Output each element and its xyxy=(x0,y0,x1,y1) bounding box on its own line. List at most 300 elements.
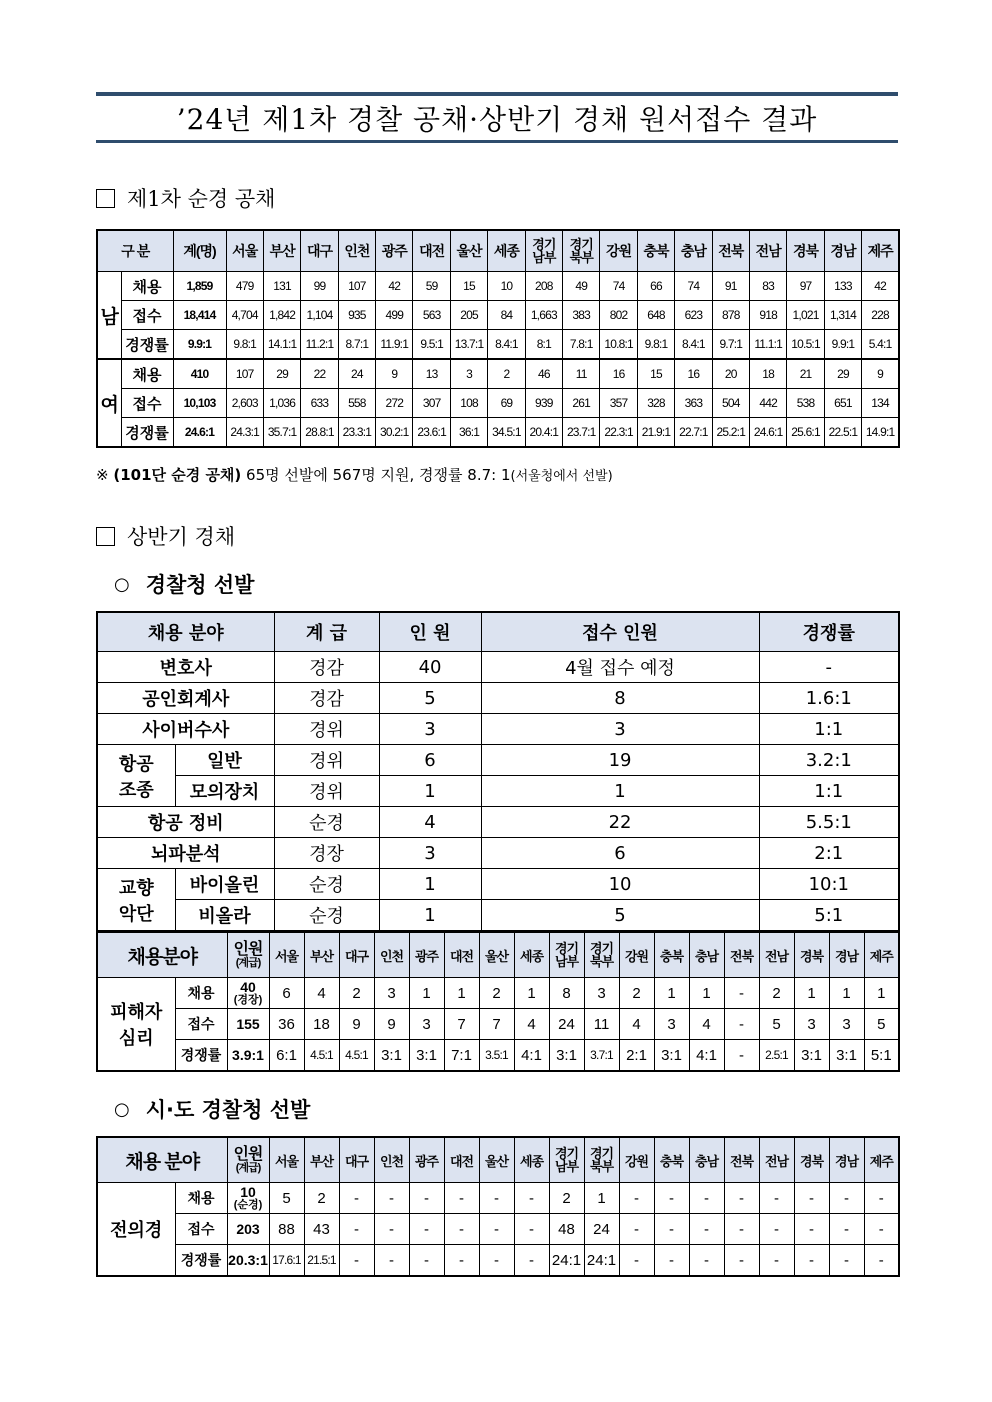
value-cell: 3:1 xyxy=(654,1040,689,1072)
value-cell: 11 xyxy=(563,359,600,389)
value-cell: 24 xyxy=(549,1009,584,1040)
count-cell: 3 xyxy=(379,838,481,869)
value-cell: 7 xyxy=(479,1009,514,1040)
header-3: 접수 인원 xyxy=(481,612,759,652)
value-cell: - xyxy=(619,1214,654,1245)
count-cell: 1 xyxy=(379,869,481,900)
header-region: 경북 xyxy=(794,1137,829,1183)
applied-cell: 10 xyxy=(481,869,759,900)
value-cell: 3 xyxy=(829,1009,864,1040)
applied-cell: 4월 접수 예정 xyxy=(481,652,759,683)
value-cell: 357 xyxy=(600,389,637,418)
value-cell: 3:1 xyxy=(794,1040,829,1072)
value-cell: 3 xyxy=(654,1009,689,1040)
value-cell: - xyxy=(724,1009,759,1040)
value-cell: 3.5:1 xyxy=(479,1040,514,1072)
value-cell: 2 xyxy=(549,1183,584,1214)
header-region: 울산 xyxy=(479,1137,514,1183)
rank-cell: 순경 xyxy=(274,869,379,900)
value-cell: 2,603 xyxy=(226,389,263,418)
value-cell: 15 xyxy=(637,359,674,389)
row-total xyxy=(227,978,269,1009)
value-cell: 29 xyxy=(824,359,861,389)
row-total: 410 xyxy=(173,359,226,389)
value-cell: 9 xyxy=(862,359,899,389)
value-cell: 499 xyxy=(376,301,413,330)
value-cell: 4 xyxy=(619,1009,654,1040)
value-cell: 558 xyxy=(338,389,375,418)
value-cell: 13 xyxy=(413,359,450,389)
header-region: 충남 xyxy=(675,230,712,272)
value-cell: 84 xyxy=(488,301,525,330)
row-total: 20.3:1 xyxy=(227,1245,269,1277)
applied-cell: 5 xyxy=(481,900,759,932)
value-cell: 8.4:1 xyxy=(488,330,525,360)
value-cell: 29 xyxy=(263,359,300,389)
value-cell: 91 xyxy=(712,272,749,301)
table-row xyxy=(97,1009,899,1040)
value-cell: 1 xyxy=(514,978,549,1009)
value-cell: 5:1 xyxy=(864,1040,899,1072)
value-cell: 108 xyxy=(450,389,487,418)
value-cell: 107 xyxy=(338,272,375,301)
sub2-heading xyxy=(96,1094,898,1124)
header-region: 광주 xyxy=(409,1137,444,1183)
field-label: 항공 정비 xyxy=(97,807,274,838)
value-cell: 14.9:1 xyxy=(862,418,899,448)
row-label: 접수 xyxy=(175,1214,227,1245)
ratio-cell: 5.5:1 xyxy=(759,807,899,838)
header-region: 경남 xyxy=(829,933,864,978)
header-0: 채용 분야 xyxy=(97,612,274,652)
value-cell: 107 xyxy=(226,359,263,389)
header-region: 전남 xyxy=(759,933,794,978)
value-cell: - xyxy=(829,1183,864,1214)
table-row xyxy=(97,330,899,360)
table-national-selection xyxy=(96,611,900,932)
header-region: 충북 xyxy=(654,1137,689,1183)
value-cell: 1,021 xyxy=(787,301,824,330)
value-cell: 35.7:1 xyxy=(263,418,300,448)
value-cell: 36 xyxy=(269,1009,304,1040)
value-cell: 28.8:1 xyxy=(301,418,338,448)
header-region: 강원 xyxy=(619,1137,654,1183)
table-row xyxy=(97,359,899,389)
value-cell: 918 xyxy=(749,301,786,330)
value-cell: 22.7:1 xyxy=(675,418,712,448)
row-total: 10,103 xyxy=(173,389,226,418)
value-cell: 1 xyxy=(689,978,724,1009)
header-gubun: 구 분 xyxy=(97,230,173,272)
value-cell: 2 xyxy=(619,978,654,1009)
header-region: 전북 xyxy=(724,1137,759,1183)
value-cell: 9.8:1 xyxy=(637,330,674,360)
header-region: 세종 xyxy=(514,933,549,978)
group-label: 여 xyxy=(97,359,121,447)
value-cell: 205 xyxy=(450,301,487,330)
value-cell: 4 xyxy=(514,1009,549,1040)
value-cell: 22.3:1 xyxy=(600,418,637,448)
applied-cell: 3 xyxy=(481,714,759,745)
value-cell: 131 xyxy=(263,272,300,301)
field-label: 뇌파분석 xyxy=(97,838,274,869)
header-region: 광주 xyxy=(376,230,413,272)
table-header-row xyxy=(97,230,899,272)
table-row xyxy=(97,776,899,807)
group-label: 남 xyxy=(97,272,121,360)
row-total: 18,414 xyxy=(173,301,226,330)
value-cell: - xyxy=(514,1214,549,1245)
ratio-cell: 2:1 xyxy=(759,838,899,869)
header-region: 대전 xyxy=(413,230,450,272)
row-total: 3.9:1 xyxy=(227,1040,269,1072)
value-cell: 24:1 xyxy=(584,1245,619,1277)
group-label-line1: 항공 xyxy=(118,753,154,775)
applied-cell: 22 xyxy=(481,807,759,838)
value-cell: 10.8:1 xyxy=(600,330,637,360)
group-label-line1: 피해자 xyxy=(110,1002,163,1022)
value-cell: 1,314 xyxy=(824,301,861,330)
value-cell: 8.4:1 xyxy=(675,330,712,360)
group-label-line1: 교향 xyxy=(118,877,154,899)
note-text: 65명 선발에 567명 지원, 경쟁률 8.7: 1 xyxy=(241,466,511,484)
value-cell: 42 xyxy=(376,272,413,301)
value-cell: 8:1 xyxy=(525,330,562,360)
value-cell: 1,842 xyxy=(263,301,300,330)
value-cell: - xyxy=(759,1245,794,1277)
rank-cell: 경위 xyxy=(274,776,379,807)
header-region: 충남 xyxy=(689,933,724,978)
value-cell: 802 xyxy=(600,301,637,330)
value-cell: - xyxy=(479,1245,514,1277)
row-label: 접수 xyxy=(121,301,173,330)
value-cell: - xyxy=(724,978,759,1009)
value-cell: 74 xyxy=(675,272,712,301)
header-4: 경쟁률 xyxy=(759,612,899,652)
field-label: 사이버수사 xyxy=(97,714,274,745)
row-total: 155 xyxy=(227,1009,269,1040)
value-cell: 16 xyxy=(600,359,637,389)
value-cell: 7:1 xyxy=(444,1040,479,1072)
group-label xyxy=(97,978,175,1072)
value-cell: 6:1 xyxy=(269,1040,304,1072)
table-victim-psychology xyxy=(96,932,900,1072)
row-label: 경쟁률 xyxy=(121,330,173,360)
table-row xyxy=(97,714,899,745)
value-cell: 9 xyxy=(376,359,413,389)
value-cell: 11.1:1 xyxy=(749,330,786,360)
value-cell: 1 xyxy=(829,978,864,1009)
ratio-cell: 1.6:1 xyxy=(759,683,899,714)
value-cell: 9 xyxy=(374,1009,409,1040)
value-cell: - xyxy=(864,1245,899,1277)
table-row xyxy=(97,683,899,714)
header-count-main: 인원 xyxy=(233,1146,263,1163)
field-label: 바이올린 xyxy=(175,869,274,900)
value-cell: 2 xyxy=(488,359,525,389)
row-label: 채용 xyxy=(175,978,227,1009)
square-bullet-icon xyxy=(96,189,115,208)
value-cell: 11.9:1 xyxy=(376,330,413,360)
value-cell: - xyxy=(759,1214,794,1245)
row-total xyxy=(227,1183,269,1214)
value-cell: - xyxy=(724,1214,759,1245)
value-cell: 3:1 xyxy=(829,1040,864,1072)
header-region: 서울 xyxy=(269,933,304,978)
note-small: (서울청에서 선발) xyxy=(510,469,613,484)
value-cell: - xyxy=(409,1183,444,1214)
row-total: 24.6:1 xyxy=(173,418,226,448)
table-row xyxy=(97,869,899,900)
header-region: 대구 xyxy=(301,230,338,272)
value-cell: 4.5:1 xyxy=(304,1040,339,1072)
header-count-sub: (계급) xyxy=(235,1162,261,1174)
table-row xyxy=(97,745,899,776)
value-cell: 208 xyxy=(525,272,562,301)
value-cell: 2 xyxy=(759,978,794,1009)
note-line xyxy=(96,464,898,485)
value-cell: 3:1 xyxy=(409,1040,444,1072)
value-cell: 1,036 xyxy=(263,389,300,418)
value-cell: 1 xyxy=(444,978,479,1009)
section2-heading-text: 상반기 경채 xyxy=(127,525,236,549)
value-cell: - xyxy=(794,1183,829,1214)
row-label: 경쟁률 xyxy=(175,1040,227,1072)
header-count-sub: (계급) xyxy=(235,957,261,969)
value-cell: - xyxy=(794,1245,829,1277)
note-mark: ※ xyxy=(96,466,109,484)
group-label-line2: 조종 xyxy=(118,779,154,801)
value-cell: 228 xyxy=(862,301,899,330)
region-header-top: 경기 xyxy=(589,941,614,956)
count-cell: 40 xyxy=(379,652,481,683)
group-label xyxy=(97,869,175,932)
value-cell: 15 xyxy=(450,272,487,301)
header-region: 인천 xyxy=(374,933,409,978)
value-cell: 30.2:1 xyxy=(376,418,413,448)
value-cell: 1 xyxy=(584,1183,619,1214)
header-region: 울산 xyxy=(450,230,487,272)
value-cell: - xyxy=(374,1214,409,1245)
value-cell: 1 xyxy=(409,978,444,1009)
value-cell: 939 xyxy=(525,389,562,418)
value-cell: 24:1 xyxy=(549,1245,584,1277)
header-region: 전남 xyxy=(749,230,786,272)
section2-heading xyxy=(96,521,898,551)
table-row xyxy=(97,900,899,932)
table-row xyxy=(97,1040,899,1072)
table-row xyxy=(97,1245,899,1277)
value-cell: 504 xyxy=(712,389,749,418)
value-cell: - xyxy=(409,1245,444,1277)
value-cell: 261 xyxy=(563,389,600,418)
table-row xyxy=(97,389,899,418)
value-cell: 48 xyxy=(549,1214,584,1245)
value-cell: 17.6:1 xyxy=(269,1245,304,1277)
header-2: 인 원 xyxy=(379,612,481,652)
header-total: 계(명) xyxy=(173,230,226,272)
table-police-recruitment xyxy=(96,229,900,448)
value-cell: 74 xyxy=(600,272,637,301)
table-row xyxy=(97,301,899,330)
rank-cell: 순경 xyxy=(274,900,379,932)
value-cell: 24.6:1 xyxy=(749,418,786,448)
header-region: 충북 xyxy=(637,230,674,272)
group-label-line1: 전의경 xyxy=(110,1220,163,1240)
title-box xyxy=(96,92,898,143)
value-cell: 4.5:1 xyxy=(339,1040,374,1072)
field-label: 일반 xyxy=(175,745,274,776)
count-cell: 6 xyxy=(379,745,481,776)
row-label: 경쟁률 xyxy=(121,418,173,448)
row-total: 1,859 xyxy=(173,272,226,301)
applied-cell: 19 xyxy=(481,745,759,776)
header-region: 부산 xyxy=(304,933,339,978)
rank-cell: 경감 xyxy=(274,652,379,683)
value-cell: 563 xyxy=(413,301,450,330)
value-cell: - xyxy=(339,1214,374,1245)
count-cell: 4 xyxy=(379,807,481,838)
value-cell: 1 xyxy=(794,978,829,1009)
group-label xyxy=(97,1183,175,1277)
value-cell: 133 xyxy=(824,272,861,301)
value-cell: 43 xyxy=(304,1214,339,1245)
section1-heading xyxy=(96,183,898,213)
header-region: 세종 xyxy=(514,1137,549,1183)
value-cell: - xyxy=(689,1214,724,1245)
value-cell: 9 xyxy=(339,1009,374,1040)
value-cell: 479 xyxy=(226,272,263,301)
value-cell: 7 xyxy=(444,1009,479,1040)
section1-heading-text: 제1차 순경 공채 xyxy=(127,187,276,211)
value-cell: 18 xyxy=(304,1009,339,1040)
value-cell: 134 xyxy=(862,389,899,418)
ratio-cell: 3.2:1 xyxy=(759,745,899,776)
value-cell: - xyxy=(514,1183,549,1214)
table-header-row xyxy=(97,1137,899,1183)
header-region xyxy=(584,1137,619,1183)
value-cell: - xyxy=(444,1214,479,1245)
region-header-bottom: 북부 xyxy=(589,1159,614,1174)
value-cell: 2:1 xyxy=(619,1040,654,1072)
region-header-top: 경기 xyxy=(569,237,593,252)
value-cell: 633 xyxy=(301,389,338,418)
header-region: 대전 xyxy=(444,1137,479,1183)
count-cell: 1 xyxy=(379,900,481,932)
value-cell: - xyxy=(689,1245,724,1277)
value-cell: 21.9:1 xyxy=(637,418,674,448)
value-cell: 3 xyxy=(794,1009,829,1040)
group-label xyxy=(97,745,175,807)
value-cell: 97 xyxy=(787,272,824,301)
value-cell: 8 xyxy=(549,978,584,1009)
header-region xyxy=(584,933,619,978)
count-cell: 1 xyxy=(379,776,481,807)
value-cell: 2.5:1 xyxy=(759,1040,794,1072)
header-region: 강원 xyxy=(619,933,654,978)
sub1-heading-text: 경찰청 선발 xyxy=(145,573,255,597)
value-cell: 3 xyxy=(374,978,409,1009)
region-header-top: 경기 xyxy=(554,941,579,956)
value-cell: 538 xyxy=(787,389,824,418)
value-cell: 3.7:1 xyxy=(584,1040,619,1072)
value-cell: 25.6:1 xyxy=(787,418,824,448)
value-cell: 4 xyxy=(689,1009,724,1040)
sub1-heading xyxy=(96,569,898,599)
value-cell: 878 xyxy=(712,301,749,330)
row-label: 경쟁률 xyxy=(175,1245,227,1277)
value-cell: 383 xyxy=(563,301,600,330)
header-region: 경남 xyxy=(824,230,861,272)
header-count-main: 인원 xyxy=(233,941,263,958)
rank-cell: 경위 xyxy=(274,714,379,745)
header-region: 경북 xyxy=(794,933,829,978)
header-region: 인천 xyxy=(338,230,375,272)
value-cell: - xyxy=(339,1183,374,1214)
row-label: 접수 xyxy=(175,1009,227,1040)
field-label: 비올라 xyxy=(175,900,274,932)
row-label: 채용 xyxy=(121,272,173,301)
value-cell: - xyxy=(829,1214,864,1245)
value-cell: 59 xyxy=(413,272,450,301)
row-label: 채용 xyxy=(175,1183,227,1214)
value-cell: - xyxy=(829,1245,864,1277)
header-region: 전남 xyxy=(759,1137,794,1183)
value-cell: 20 xyxy=(712,359,749,389)
value-cell: 2 xyxy=(479,978,514,1009)
header-region: 강원 xyxy=(600,230,637,272)
value-cell: 99 xyxy=(301,272,338,301)
value-cell: 16 xyxy=(675,359,712,389)
value-cell: 21.5:1 xyxy=(304,1245,339,1277)
circle-bullet-icon: ○ xyxy=(114,1098,130,1120)
header-region: 부산 xyxy=(263,230,300,272)
value-cell: - xyxy=(864,1183,899,1214)
document-title: ’24년 제1차 경찰 공채·상반기 경채 원서접수 결과 xyxy=(176,103,818,136)
square-bullet-icon xyxy=(96,527,115,546)
field-label: 변호사 xyxy=(97,652,274,683)
row-total-main: 40 xyxy=(240,979,256,995)
header-region: 제주 xyxy=(864,1137,899,1183)
header-region: 인천 xyxy=(374,1137,409,1183)
value-cell: 23.6:1 xyxy=(413,418,450,448)
table-header-row xyxy=(97,933,899,978)
value-cell: - xyxy=(409,1214,444,1245)
header-region: 대전 xyxy=(444,933,479,978)
value-cell: 1 xyxy=(864,978,899,1009)
value-cell: 307 xyxy=(413,389,450,418)
value-cell: 2 xyxy=(304,1183,339,1214)
header-region: 대구 xyxy=(339,1137,374,1183)
value-cell: - xyxy=(479,1214,514,1245)
value-cell: 9.7:1 xyxy=(712,330,749,360)
row-total-sub: (경장) xyxy=(233,994,263,1006)
value-cell: 3 xyxy=(450,359,487,389)
row-total-main: 10 xyxy=(240,1184,256,1200)
group-label-line2: 악단 xyxy=(118,903,154,925)
value-cell: 3 xyxy=(584,978,619,1009)
applied-cell: 8 xyxy=(481,683,759,714)
row-label: 접수 xyxy=(121,389,173,418)
region-header-top: 경기 xyxy=(554,1146,579,1161)
header-count xyxy=(227,933,269,978)
header-region: 서울 xyxy=(226,230,263,272)
header-region: 울산 xyxy=(479,933,514,978)
value-cell: - xyxy=(374,1183,409,1214)
header-region: 대구 xyxy=(339,933,374,978)
row-total-sub: (순경) xyxy=(233,1199,263,1211)
value-cell: 49 xyxy=(563,272,600,301)
